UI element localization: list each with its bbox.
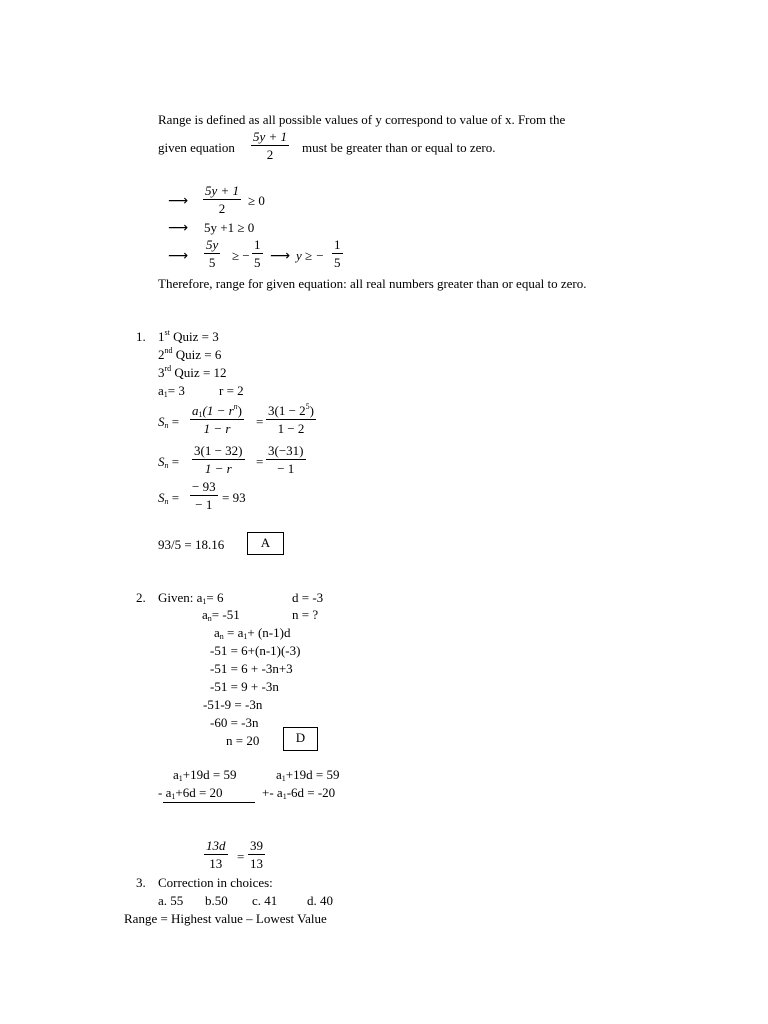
sum-formula-fraction xyxy=(190,403,244,436)
sum-substituted-fraction xyxy=(266,403,316,436)
range-definition-line2-post: must be greater than or equal to zero. xyxy=(302,140,496,155)
right-arrow-icon: ⟶ xyxy=(168,193,189,209)
fraction-denominator: − 1 xyxy=(195,497,213,512)
given-expression-fraction xyxy=(251,129,289,162)
nth-term-formula: $a_n = a_1+ (n-1)d$ xyxy=(214,625,291,641)
range-conclusion: Therefore, range for given equation: all real numbers greater than or equal to zero. xyxy=(158,276,587,291)
right-arrow-icon: ⟶ xyxy=(168,220,189,236)
fraction-numerator: $a_1(1 - r^n)$ xyxy=(192,402,243,419)
range-definition-line1: Range is defined as all possible values of y correspond to value of x. From the xyxy=(158,112,566,127)
quiz1-line: 1st Quiz = 3 xyxy=(158,328,219,344)
right-arrow-icon: ⟶ xyxy=(168,248,189,264)
solve-step-4: -51-9 = -3n xyxy=(203,697,263,712)
fraction-numerator: 39 xyxy=(250,838,263,853)
sum-step2-result-fraction xyxy=(266,443,306,476)
solve-step-1: -51 = 6+(n-1)(-3) xyxy=(210,643,301,658)
quiz2-line: 2nd Quiz = 6 xyxy=(158,346,222,362)
fraction-denominator: 13 xyxy=(250,856,263,871)
fraction-denominator: 5 xyxy=(254,255,261,270)
sum-result: = 93 xyxy=(222,490,246,505)
choice-a: a. 55 xyxy=(158,893,184,908)
range-definition-line2-pre: given equation xyxy=(158,140,235,155)
step3-fraction xyxy=(204,237,220,270)
given-nth-term: $a_n= -51$ xyxy=(202,607,240,623)
fraction-numerator: 3(1 − 32) xyxy=(194,443,243,458)
sum-symbol: $S_n$ = xyxy=(158,414,180,430)
division-result-fraction xyxy=(248,838,265,871)
fraction-numerator: 1 xyxy=(334,237,341,252)
solve-step-6: n = 20 xyxy=(226,733,260,748)
choice-d: d. 40 xyxy=(307,893,333,908)
sum-symbol: $S_n$ = xyxy=(158,454,180,470)
right-arrow-icon: ⟶ xyxy=(270,248,291,264)
step3-rhs-fraction xyxy=(252,237,263,270)
common-ratio: r = 2 xyxy=(219,383,244,398)
fraction-numerator: 5y xyxy=(206,237,219,252)
fraction-denominator: 5 xyxy=(208,255,216,270)
range-formula: Range = Highest value – Lowest Value xyxy=(124,911,327,926)
fraction-numerator: 1 xyxy=(254,237,261,252)
fraction-denominator: 1 − r xyxy=(204,461,232,476)
sum-final-fraction xyxy=(190,479,218,512)
solve-step-3: -51 = 9 + -3n xyxy=(210,679,279,694)
fraction-denominator: 1 − r xyxy=(203,421,231,436)
fraction-numerator: $3(1 - 2^5)$ xyxy=(268,402,315,418)
system-eq-1b: $a_1+19d = 59$ xyxy=(276,767,340,783)
step3-y-inequality: y ≥ − xyxy=(296,248,325,263)
step3-y-fraction xyxy=(332,237,343,270)
choice-c: c. 41 xyxy=(252,893,278,908)
step1-fraction xyxy=(203,183,241,216)
choice-b: b.50 xyxy=(205,893,228,908)
given-common-difference: d = -3 xyxy=(292,590,324,605)
fraction-denominator: 2 xyxy=(266,147,274,162)
average-calculation: 93/5 = 18.16 xyxy=(158,537,225,552)
question-number: 3. xyxy=(136,875,146,890)
system-eq-2a: - $a_1+6d = 20$ xyxy=(158,785,223,801)
question-number: 1. xyxy=(136,329,146,344)
solve-step-2: -51 = 6 + -3n+3 xyxy=(210,661,293,676)
division-fraction xyxy=(204,838,228,871)
system-eq-2b: +- $a_1-6d = -20$ xyxy=(262,785,336,801)
system-eq-1a: $a_1+19d = 59$ xyxy=(173,767,237,783)
step2-inequality: 5y +1 ≥ 0 xyxy=(204,220,255,235)
answer-box: D xyxy=(283,727,318,751)
fraction-numerator: 13d xyxy=(206,838,226,853)
question-title: Correction in choices: xyxy=(158,875,273,890)
step3-middle: ≥ − xyxy=(232,248,250,263)
subtraction-line xyxy=(163,802,255,803)
answer-box: A xyxy=(247,532,284,555)
first-term: $a_1= 3$ xyxy=(158,383,185,399)
sum-step2-fraction xyxy=(192,443,245,476)
step1-rhs: ≥ 0 xyxy=(248,193,265,208)
fraction-numerator: − 93 xyxy=(192,479,216,494)
sum-symbol: $S_n$ = xyxy=(158,490,180,506)
unknown-n: n = ? xyxy=(292,607,319,622)
fraction-numerator: 3(−31) xyxy=(268,443,304,458)
fraction-denominator: 13 xyxy=(209,856,223,871)
given-first-term: Given: $a_1= 6$ xyxy=(158,590,224,606)
fraction-numerator: 5y + 1 xyxy=(253,129,288,144)
fraction-denominator: 5 xyxy=(334,255,341,270)
solve-step-5: -60 = -3n xyxy=(210,715,259,730)
fraction-denominator: 2 xyxy=(218,201,226,216)
quiz3-line: 3rd Quiz = 12 xyxy=(158,364,227,380)
question-number: 2. xyxy=(136,590,146,605)
fraction-denominator: 1 − 2 xyxy=(277,421,305,436)
fraction-denominator: − 1 xyxy=(277,461,295,476)
fraction-numerator: 5y + 1 xyxy=(205,183,240,198)
